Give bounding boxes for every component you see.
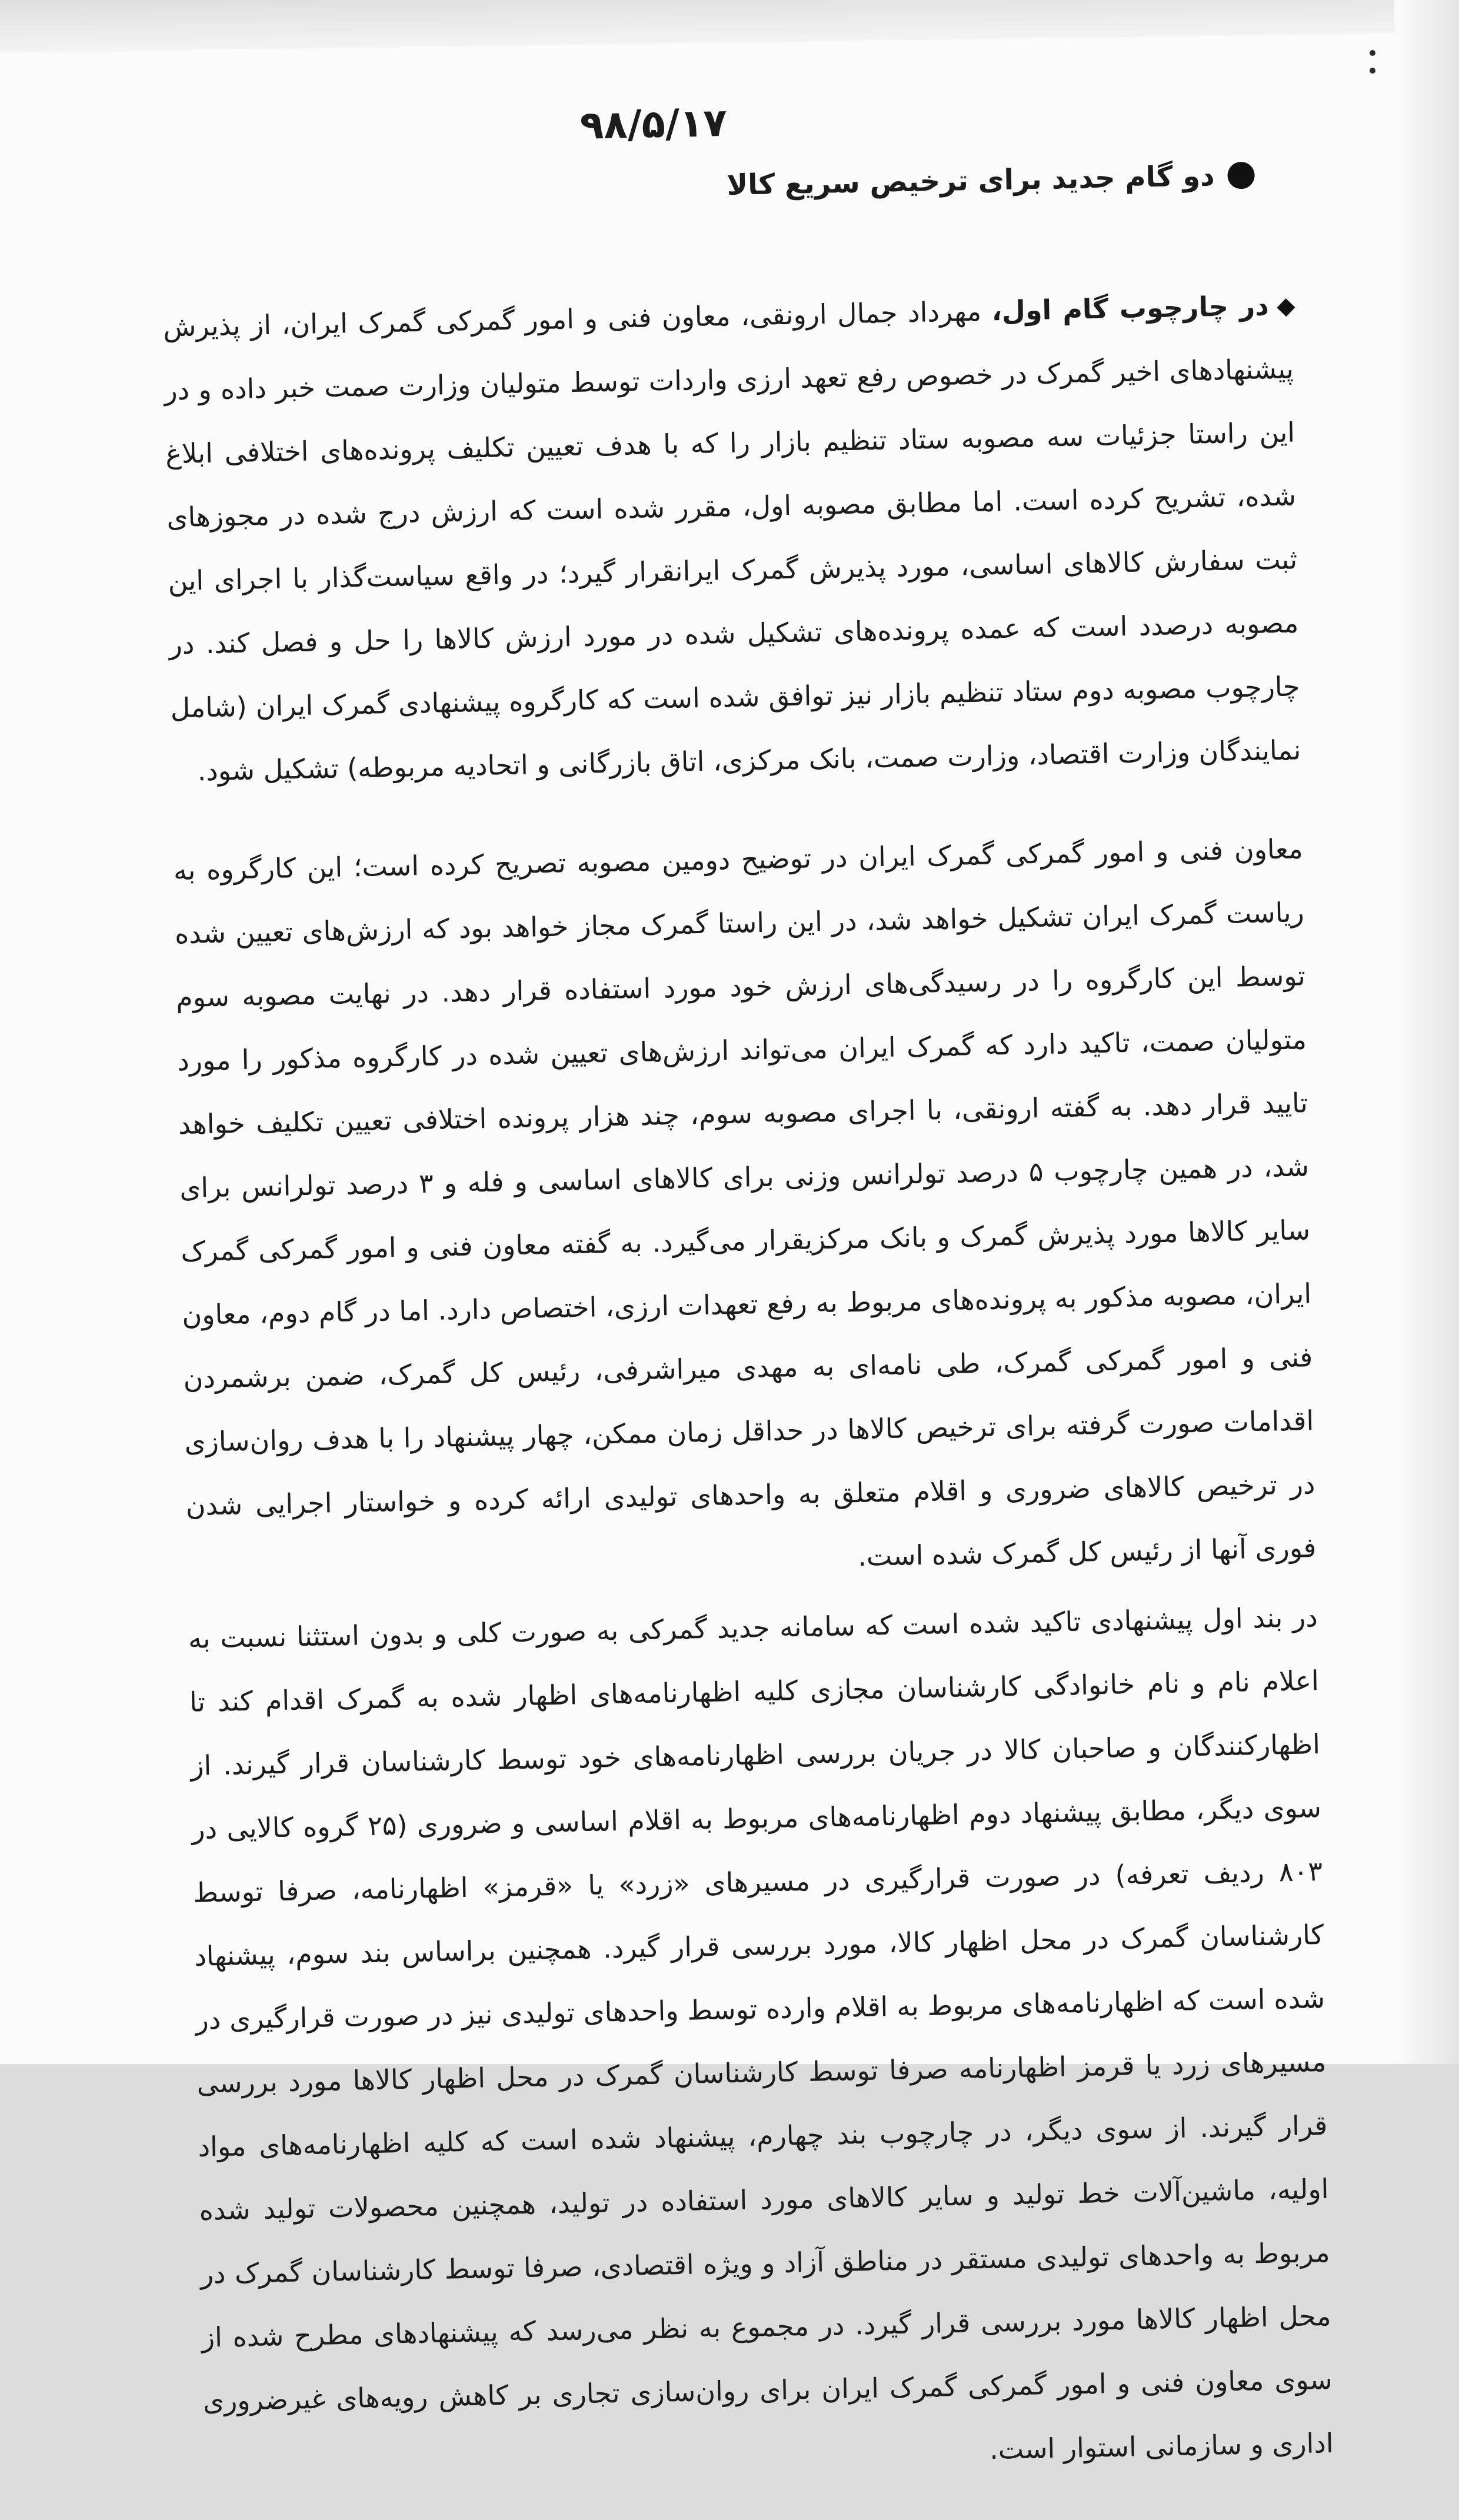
title-row (160, 158, 1290, 213)
document-title: دو گام جدید برای ترخیص سریع کالا (726, 159, 1215, 202)
margin-marks (1370, 50, 1377, 85)
document-date: ۹۸/۵/۱۷ (579, 99, 728, 148)
scan-edge-top (0, 0, 1459, 53)
paragraph-lead: در چارچوب گام اول، (991, 289, 1270, 327)
margin-dot (1370, 50, 1375, 56)
scan-edge-right (1394, 0, 1459, 2064)
paragraph-text: در بند اول پیشنهادی تاکید شده است که سامانه جدید گمرکی به صورت کلی و بدون استثنا نسبت به اعلام نام و نام خانوادگی کارشناسان مجازی کلیه اظهارنامه‌های اظهار شده به گمرک اقدام کند تا اظهارکنندگان و صاحبان کالا در جریان بررسی اظهارنامه‌های خود توسط کارشناسان قرار گیرند. از سوی دیگر، مطابق پیشنهاد دوم اظهارنامه‌های مربوط به اقلام اساسی و ضروری (۲۵ گروه کالایی در ۸۰۳ ردیف تعرفه) در صورت قرارگیری در مسیرهای «زرد» یا «قرمز» اظهارنامه، صرفا توسط کارشناسان گمرک در محل اظهار کالا، مورد بررسی قرار گیرد. همچنین براساس بند سوم، پیشنهاد شده است که اظهارنامه‌های مربوط به اقلام وارده توسط واحدهای تولیدی نیز در صورت قرارگیری در مسیرهای زرد یا قرمز اظهارنامه صرفا توسط کارشناسان گمرک در محل اظهار کالاها مورد بررسی قرار گیرند. از سوی دیگر، در چارچوب بند چهارم، پیشنهاد شده است که کلیه اظهارنامه‌های مواد اولیه، ماشین‌آلات خط تولید و سایر کالاهای مورد استفاده در تولید، همچنین محصولات تولید شده مربوط به واحدهای تولیدی مستقر در مناطق آزاد و ویژه اقتصادی، صرفا توسط کارشناسان گمرک در محل اظهار کالاها مورد بررسی قرار گیرد. در مجموع به نظر می‌رسد که پیشنهادهای مطرح شده از سوی معاون فنی و امور گمرکی گمرک ایران برای روان‌سازی تجاری بر کاهش رویه‌های غیرضروری اداری و سازمانی استوار است. (188, 1601, 1334, 2466)
paragraph-2 (173, 817, 1317, 1601)
margin-dot (1370, 68, 1375, 74)
bullet-circle-icon (1227, 162, 1255, 189)
paragraph-text: مهرداد جمال ارونقی، معاون فنی و امور گمرکی گمرک ایران، از پذیرش پیشنهادهای اخیر گمرک در خصوص رفع تعهد ارزی واردات توسط متولیان وزارت صمت خبر داده و در این راستا جزئیات سه مصوبه ستاد تنظیم بازار را که با هدف تعیین تکلیف پرونده‌های اختلافی ابلاغ شده، تشریح کرده است. اما مطابق مصوبه اول، مقرر شده است که ارزش درج شده در مجوزهای ثبت سفارش کالاهای اساسی، مورد پذیرش گمرک ایرانقرار گیرد؛ در واقع سیاست‌گذار با اجرای این مصوبه درصدد است که عمده پرونده‌های تشکیل شده در مورد ارزش کالاها را حل و فصل کند. در چارچوب مصوبه دوم ستاد تنظیم بازار نیز توافق شده است که کارگروه پیشنهادی گمرک ایران (شامل نمایندگان وزارت اقتصاد، وزارت صمت، بانک مرکزی، اتاق بازرگانی و اتحادیه مربوطه) تشکیل شود. (162, 295, 1301, 787)
paragraph-1 (162, 274, 1301, 804)
paragraph-3 (188, 1585, 1334, 2496)
diamond-bullet-icon (1277, 298, 1295, 317)
document-body (159, 89, 1334, 2520)
paragraph-text: معاون فنی و امور گمرکی گمرک ایران در توضیح دومین مصوبه تصریح کرده است؛ این کارگروه به ریاست گمرک ایران تشکیل خواهد شد، در این راستا گمرک مجاز خواهد بود که ارزش‌های تعیین شده توسط این کارگروه را در رسیدگی‌های ارزش خود مورد استفاده قرار دهد. در نهایت مصوبه سوم متولیان صمت، تاکید دارد که گمرک ایران می‌تواند ارزش‌های تعیین شده در کارگروه مذکور را مورد تایید قرار دهد. به گفته ارونقی، با اجرای مصوبه سوم، چند هزار پرونده اختلافی تعیین تکلیف خواهد شد، در همین چارچوب ۵ درصد تولرانس وزنی برای کالاهای اساسی و فله و ۳ درصد تولرانس برای سایر کالاها مورد پذیرش گمرک و بانک مرکزیقرار می‌گیرد. به گفته معاون فنی و امور گمرکی گمرک ایران، مصوبه مذکور به پرونده‌های مربوط به رفع تعهدات ارزی، اختصاص دارد. اما در گام دوم، معاون فنی و امور گمرکی گمرک، طی نامه‌ای به مهدی میراشرفی، رئیس کل گمرک، ضمن برشمردن اقدامات صورت گرفته برای ترخیص کالاها در حداقل زمان ممکن، چهار پیشنهاد را با هدف روان‌سازی در ترخیص کالاهای ضروری و اقلام متعلق به واحدهای تولیدی ارائه کرده و خواستار اجرایی شدن فوری آنها از رئیس کل گمرک شده است. (173, 833, 1317, 1573)
